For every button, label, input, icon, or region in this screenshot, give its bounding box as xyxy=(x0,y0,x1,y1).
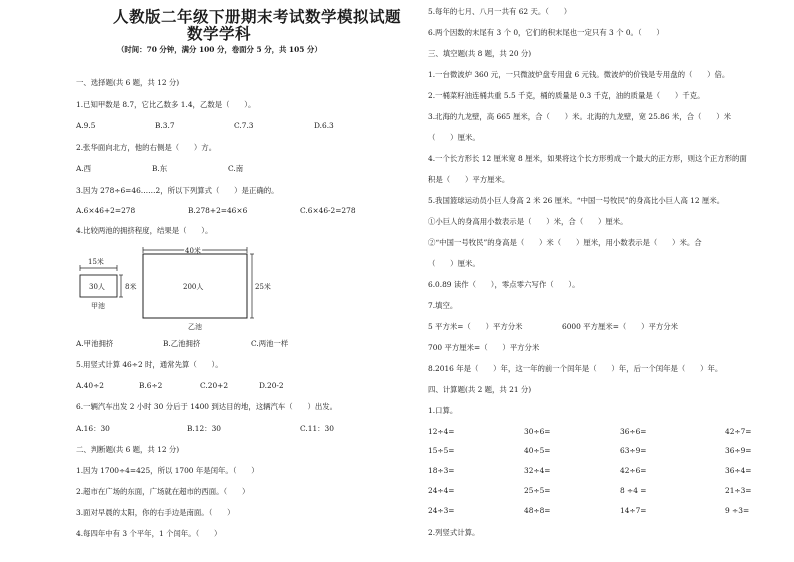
choice-q3: 3.因为 278÷6=46……2，所以下列算式（ ）是正确的。 xyxy=(76,186,279,195)
choice-q4: 4.比较两池的拥挤程度，结果是（ ）。 xyxy=(76,226,213,235)
pool-a xyxy=(80,257,136,310)
fill-q5-line3: ②“中国一号牧民”的身高是（ ）米（ ）厘米，用小数表示是（ ）米。合 xyxy=(428,238,702,247)
calc-item: 36÷9= xyxy=(725,446,752,455)
fill-q7-item-c: 700 平方厘米=（ ）平方分米 xyxy=(428,343,540,352)
choice-q6-option-b: B.12：30 xyxy=(187,424,221,433)
calc-item: 32÷4= xyxy=(524,466,551,475)
judge-q2: 2.超市在广场的东面，广场就在超市的西面。（ ） xyxy=(76,487,250,496)
section-judge-title: 二、判断题(共 6 题，共 12 分) xyxy=(76,445,180,454)
choice-q4-option-a: A.甲池拥挤 xyxy=(76,339,114,348)
choice-q4-option-c: C.两池一样 xyxy=(251,339,289,348)
fill-q2: 2.一桶菜籽油连桶共重 5.5 千克，桶的质量是 0.3 千克，油的质量是（ ）千克。 xyxy=(428,91,705,100)
calc-item: 14÷7= xyxy=(620,506,647,515)
calc-item: 30÷6= xyxy=(524,427,551,436)
choice-q1-option-b: B.3.7 xyxy=(155,121,175,130)
choice-q3-option-c: C.6×46-2=278 xyxy=(300,206,356,215)
choice-q3-option-a: A.6×46+2=278 xyxy=(76,206,136,215)
judge-q1: 1.因为 1700÷4=425，所以 1700 年是闰年。（ ） xyxy=(76,466,259,475)
fill-q6: 6.0.89 读作（ ），零点零六写作（ ）。 xyxy=(428,280,580,289)
choice-q5: 5.用竖式计算 46÷2 时，通常先算（ ）。 xyxy=(76,360,223,369)
calc-item: 21÷3= xyxy=(725,486,752,495)
pool-a-people-label: 30人 xyxy=(89,283,105,291)
choice-q5-option-a: A.40÷2 xyxy=(76,381,104,390)
choice-q3-option-b: B.278+2=46×6 xyxy=(188,206,248,215)
pool-a-name: 甲池 xyxy=(91,302,105,310)
calc-item: 36÷4= xyxy=(725,466,752,475)
fill-q5-line2: ①小巨人的身高用小数表示是（ ）米，合（ ）厘米。 xyxy=(428,217,628,226)
calc-item: 24÷3= xyxy=(428,506,455,515)
choice-q4-option-b: B.乙池拥挤 xyxy=(163,339,201,348)
fill-q1: 1.一台微波炉 360 元，一只微波炉盘专用盘 6 元钱。微波炉的价钱是专用盘的（ ）倍。 xyxy=(428,70,730,79)
fill-q4-line1: 4.一个长方形长 12 厘米宽 8 厘米，如果将这个长方形剪成一个最大的正方形，则这个正方形的面 xyxy=(428,154,747,163)
paper-title: 人教版二年级下册期末考试数学模拟试题 xyxy=(113,7,402,26)
calc-item: 18÷3= xyxy=(428,466,455,475)
calc-item: 40÷5= xyxy=(524,446,551,455)
calc-item: 8 ÷4 = xyxy=(620,486,647,495)
choice-q6: 6.一辆汽车出发 2 小时 30 分后于 1400 到达目的地，这辆汽车（ ）出发。 xyxy=(76,402,338,411)
section-fill-title: 三、填空题(共 8 题，共 20 分) xyxy=(428,49,532,58)
fill-q7-item-b: 6000 平方厘米=（ ）平方分米 xyxy=(562,322,679,331)
fill-q8: 8.2016 年是（ ）年，这一年的前一个闰年是（ ）年，后一个闰年是（ ）年。 xyxy=(428,364,723,373)
judge-q4: 4.每四年中有 3 个平年，1 个闰年。（ ） xyxy=(76,529,222,538)
choice-q1: 1.已知甲数是 8.7，它比乙数多 1.4，乙数是（ ）。 xyxy=(76,100,256,109)
choice-q6-option-c: C.11：30 xyxy=(300,424,334,433)
calc-item: 24÷4= xyxy=(428,486,455,495)
pool-b-name: 乙池 xyxy=(188,323,202,331)
choice-q2-option-a: A.西 xyxy=(76,164,92,173)
judge-q3: 3.面对早晨的太阳，你的右手边是南面。（ ） xyxy=(76,508,235,517)
section-choice-title: 一、选择题(共 6 题，共 12 分) xyxy=(76,78,180,87)
calc-item: 9 ÷3= xyxy=(725,506,750,515)
choice-q5-option-b: B.6÷2 xyxy=(139,381,163,390)
calc-item: 63÷9= xyxy=(620,446,647,455)
judge-q5: 5.每年的七月、八月一共有 62 天。（ ） xyxy=(428,7,572,16)
pools-figure xyxy=(75,244,275,344)
pool-a-width-label: 15米 xyxy=(88,258,104,266)
choice-q2-option-c: C.南 xyxy=(228,164,244,173)
choice-q1-option-c: C.7.3 xyxy=(234,121,254,130)
fill-q3-line2: （ ）厘米。 xyxy=(428,133,480,142)
fill-q5-line4: （ ）厘米。 xyxy=(428,259,480,268)
calc-q1: 1.口算。 xyxy=(428,406,458,415)
choice-q6-option-a: A.16：30 xyxy=(76,424,110,433)
paper-subject: 数学学科 xyxy=(187,24,252,43)
choice-q2-option-b: B.东 xyxy=(152,164,168,173)
pool-b-people-label: 200人 xyxy=(183,283,204,291)
calc-item: 42÷6= xyxy=(620,466,647,475)
pool-b xyxy=(143,246,271,331)
fill-q5-line1: 5.我国篮球运动员小巨人身高 2 米 26 厘米。“中国一号牧民”的身高比小巨人高 12 厘米。 xyxy=(428,196,725,205)
fill-q4-line2: 积是（ ）平方厘米。 xyxy=(428,175,510,184)
choice-q1-option-a: A.9.5 xyxy=(76,121,96,130)
choice-q2: 2.张华面向北方，他的右侧是（ ）方。 xyxy=(76,143,217,152)
fill-q3-line1: 3.北海的九龙壁，高 665 厘米，合（ ）米。北海的九龙壁，宽 25.86 米，合（ ）米 xyxy=(428,112,731,121)
choice-q5-option-c: C.20+2 xyxy=(200,381,229,390)
calc-item: 15÷5= xyxy=(428,446,455,455)
section-calc-title: 四、计算题(共 2 题，共 21 分) xyxy=(428,385,532,394)
calc-q2: 2.列竖式计算。 xyxy=(428,528,480,537)
calc-item: 36÷6= xyxy=(620,427,647,436)
fill-q7: 7.填空。 xyxy=(428,301,458,310)
choice-q1-option-d: D.6.3 xyxy=(314,121,334,130)
judge-q6: 6.两个因数的末尾有 3 个 0，它们的积末尾也一定只有 3 个 0。（ ） xyxy=(428,28,664,37)
paper-meta: （时间：70 分钟，满分 100 分，卷面分 5 分，共 105 分） xyxy=(117,45,322,54)
calc-item: 12÷4= xyxy=(428,427,455,436)
pool-a-height-label: 8米 xyxy=(125,283,137,291)
pool-b-width-label: 40米 xyxy=(185,247,201,255)
pool-b-height-label: 25米 xyxy=(255,283,271,291)
calc-item: 42÷7= xyxy=(725,427,752,436)
choice-q5-option-d: D.20-2 xyxy=(259,381,284,390)
fill-q7-item-a: 5 平方米=（ ）平方分米 xyxy=(428,322,523,331)
calc-item: 25÷5= xyxy=(524,486,551,495)
calc-item: 48÷8= xyxy=(524,506,551,515)
